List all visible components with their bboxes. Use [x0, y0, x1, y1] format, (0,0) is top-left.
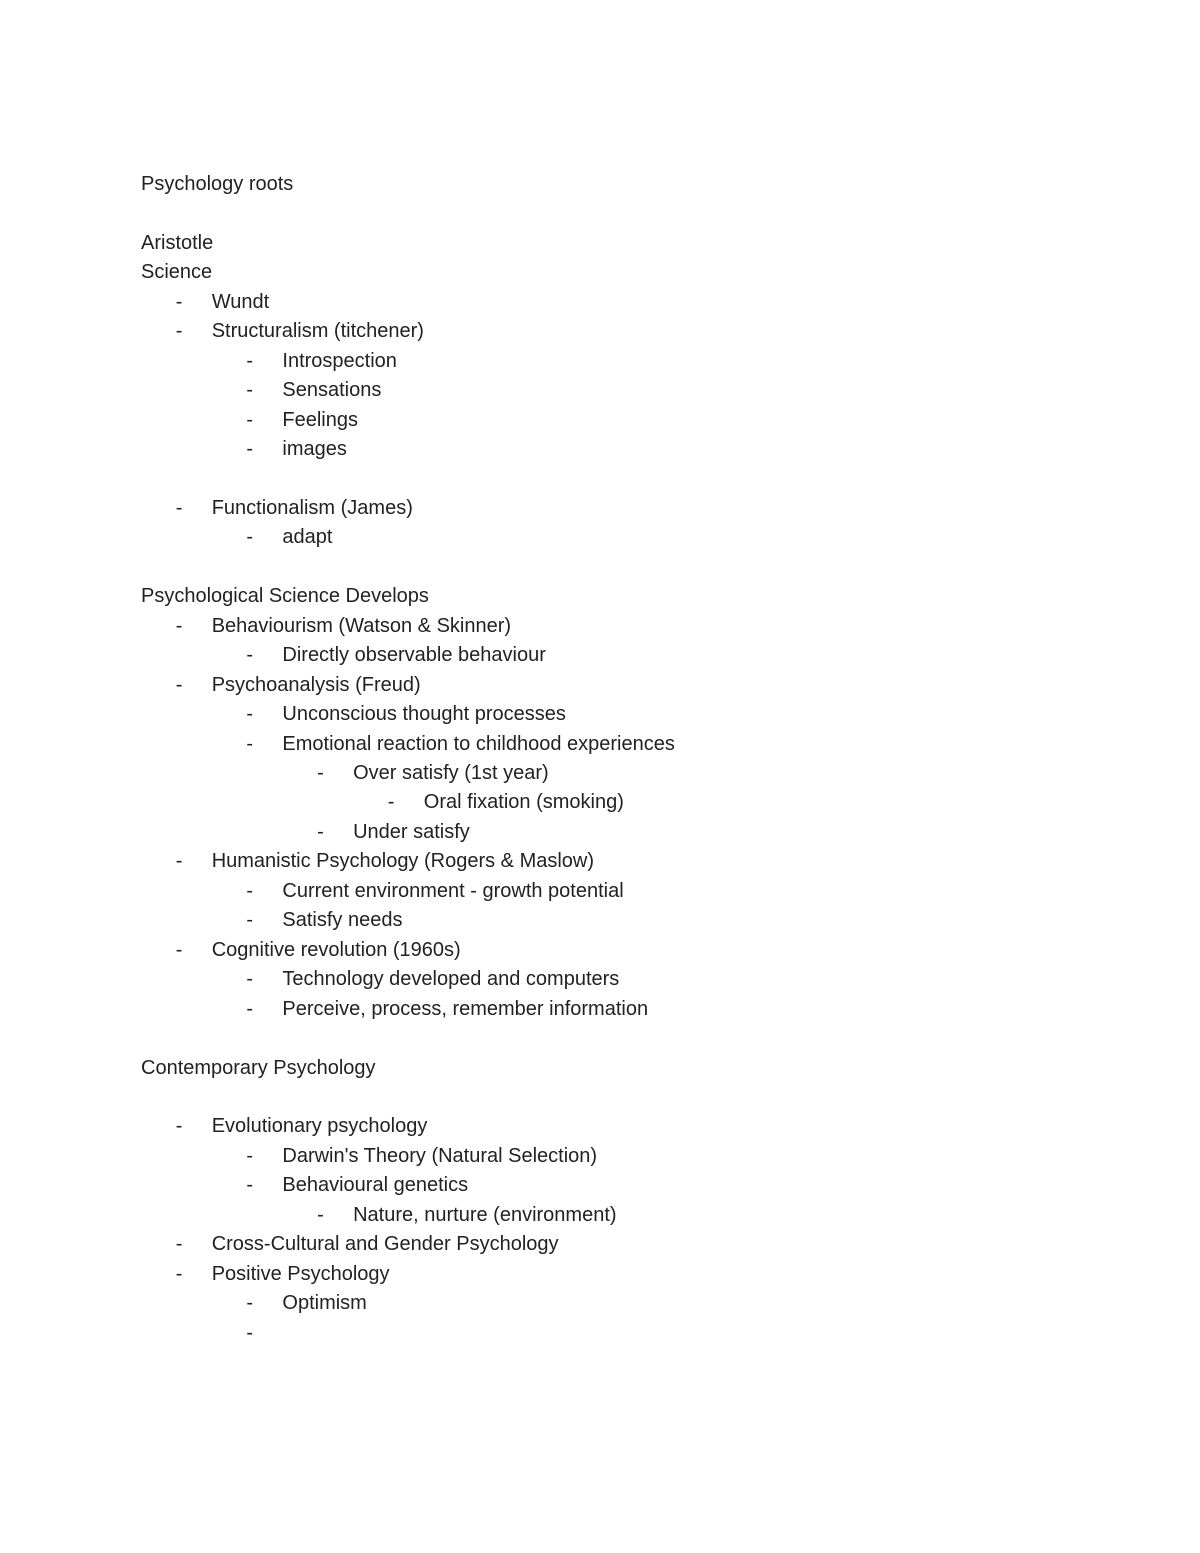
paragraph-line: [0, 467, 1200, 491]
list-item: [0, 997, 1200, 1021]
list-item: [0, 1291, 1200, 1315]
list-item: [0, 1262, 1200, 1286]
bullet-dash: -: [175, 1115, 183, 1138]
list-item-text: Humanistic Psychology (Rogers & Maslow): [211, 850, 595, 873]
list-item-text: Oral fixation (smoking): [423, 791, 624, 814]
bullet-dash: -: [246, 408, 254, 431]
bullet-dash: -: [246, 1144, 254, 1167]
bullet-dash: -: [246, 438, 254, 461]
bullet-dash: -: [317, 1203, 324, 1226]
list-item: [0, 1144, 1200, 1168]
line-text: Psychological Science Develops: [141, 585, 429, 608]
paragraph-line: [0, 201, 1200, 225]
list-item-text: Cognitive revolution (1960s): [211, 938, 461, 961]
list-item: [0, 938, 1200, 962]
list-item-text: Wundt: [211, 290, 270, 313]
bullet-dash: -: [246, 968, 254, 991]
paragraph-line: [0, 555, 1200, 579]
list-item: [0, 1203, 1200, 1227]
line-text: Psychology roots: [141, 173, 294, 195]
bullet-dash: -: [246, 879, 254, 902]
list-item-text: Sensations: [282, 379, 382, 402]
bullet-dash: -: [175, 290, 183, 313]
list-item-text: Under satisfy: [353, 820, 470, 843]
bullet-dash: -: [246, 909, 254, 932]
list-item: [0, 437, 1200, 461]
list-item-text: Introspection: [282, 349, 397, 372]
bullet-dash: -: [175, 496, 183, 519]
list-item: [0, 378, 1200, 402]
list-item: [0, 908, 1200, 932]
list-item: [0, 702, 1200, 726]
bullet-dash: -: [175, 850, 183, 873]
list-item: [0, 732, 1200, 756]
list-item-text: Cross-Cultural and Gender Psychology: [211, 1233, 559, 1256]
list-item: [0, 1173, 1200, 1197]
list-item: [0, 408, 1200, 432]
bullet-dash: -: [175, 1233, 183, 1256]
list-item: [0, 349, 1200, 373]
bullet-dash: -: [317, 762, 324, 784]
list-item-text: Structuralism (titchener): [211, 320, 424, 343]
list-item: [0, 967, 1200, 991]
bullet-dash: -: [246, 732, 254, 755]
list-item-text: Positive Psychology: [211, 1262, 390, 1285]
list-item-text: Nature, nurture (environment): [353, 1203, 617, 1226]
paragraph-line: [0, 1085, 1200, 1109]
list-item: [0, 290, 1200, 314]
list-item-text: images: [282, 438, 347, 461]
bullet-dash: -: [175, 673, 183, 696]
list-item: [0, 496, 1200, 520]
bullet-dash: -: [317, 820, 324, 843]
bullet-dash: -: [246, 349, 254, 372]
list-item-text: Psychoanalysis (Freud): [211, 673, 421, 696]
paragraph-line: [0, 231, 1200, 255]
list-item: [0, 614, 1200, 638]
list-item-text: adapt: [282, 526, 333, 549]
bullet-dash: -: [246, 526, 254, 549]
list-item-text: Satisfy needs: [282, 909, 403, 932]
list-item-text: Over satisfy (1st year): [353, 762, 549, 784]
list-item-text: Optimism: [282, 1292, 367, 1315]
list-item: [0, 1114, 1200, 1138]
list-item-text: Behaviourism (Watson & Skinner): [211, 614, 512, 637]
line-text: Science: [141, 261, 213, 284]
bullet-dash: -: [246, 644, 254, 667]
list-item: [0, 319, 1200, 343]
list-item-text: Current environment - growth potential: [282, 879, 624, 902]
bullet-dash: -: [246, 1321, 254, 1344]
bullet-dash: -: [246, 1292, 254, 1315]
list-item: [0, 820, 1200, 844]
paragraph-line: [0, 1056, 1200, 1080]
list-item-text: Technology developed and computers: [282, 968, 620, 991]
bullet-dash: -: [387, 791, 395, 814]
list-item: [0, 1321, 1200, 1345]
list-item: [0, 849, 1200, 873]
bullet-dash: -: [246, 379, 254, 402]
paragraph-line: [0, 1026, 1200, 1050]
paragraph-line: [0, 260, 1200, 284]
list-item-text: Unconscious thought processes: [282, 703, 566, 726]
list-item: [0, 790, 1200, 814]
list-item-text: Directly observable behaviour: [282, 644, 546, 667]
list-item-text: Functionalism (James): [211, 496, 413, 519]
list-item: [0, 1232, 1200, 1256]
line-text: Contemporary Psychology: [141, 1056, 376, 1079]
list-item-text: Perceive, process, remember information: [282, 997, 649, 1020]
list-item-text: Feelings: [282, 408, 358, 431]
list-item: [0, 761, 1200, 785]
list-item-text: Behavioural genetics: [282, 1174, 469, 1197]
bullet-dash: -: [246, 1174, 254, 1197]
list-item: [0, 879, 1200, 903]
bullet-dash: -: [246, 997, 254, 1020]
list-item: [0, 643, 1200, 667]
bullet-dash: -: [246, 703, 254, 726]
line-text: Aristotle: [141, 231, 214, 254]
list-item: [0, 673, 1200, 697]
bullet-dash: -: [175, 1262, 183, 1285]
bullet-dash: -: [175, 320, 183, 343]
list-item: [0, 525, 1200, 549]
paragraph-line: [0, 584, 1200, 608]
bullet-dash: -: [175, 614, 183, 637]
bullet-dash: -: [175, 938, 183, 961]
list-item-text: Evolutionary psychology: [211, 1115, 428, 1138]
list-item-text: Emotional reaction to childhood experiences: [282, 732, 675, 755]
list-item-text: Darwin's Theory (Natural Selection): [282, 1144, 598, 1167]
paragraph-line: [0, 172, 1200, 196]
